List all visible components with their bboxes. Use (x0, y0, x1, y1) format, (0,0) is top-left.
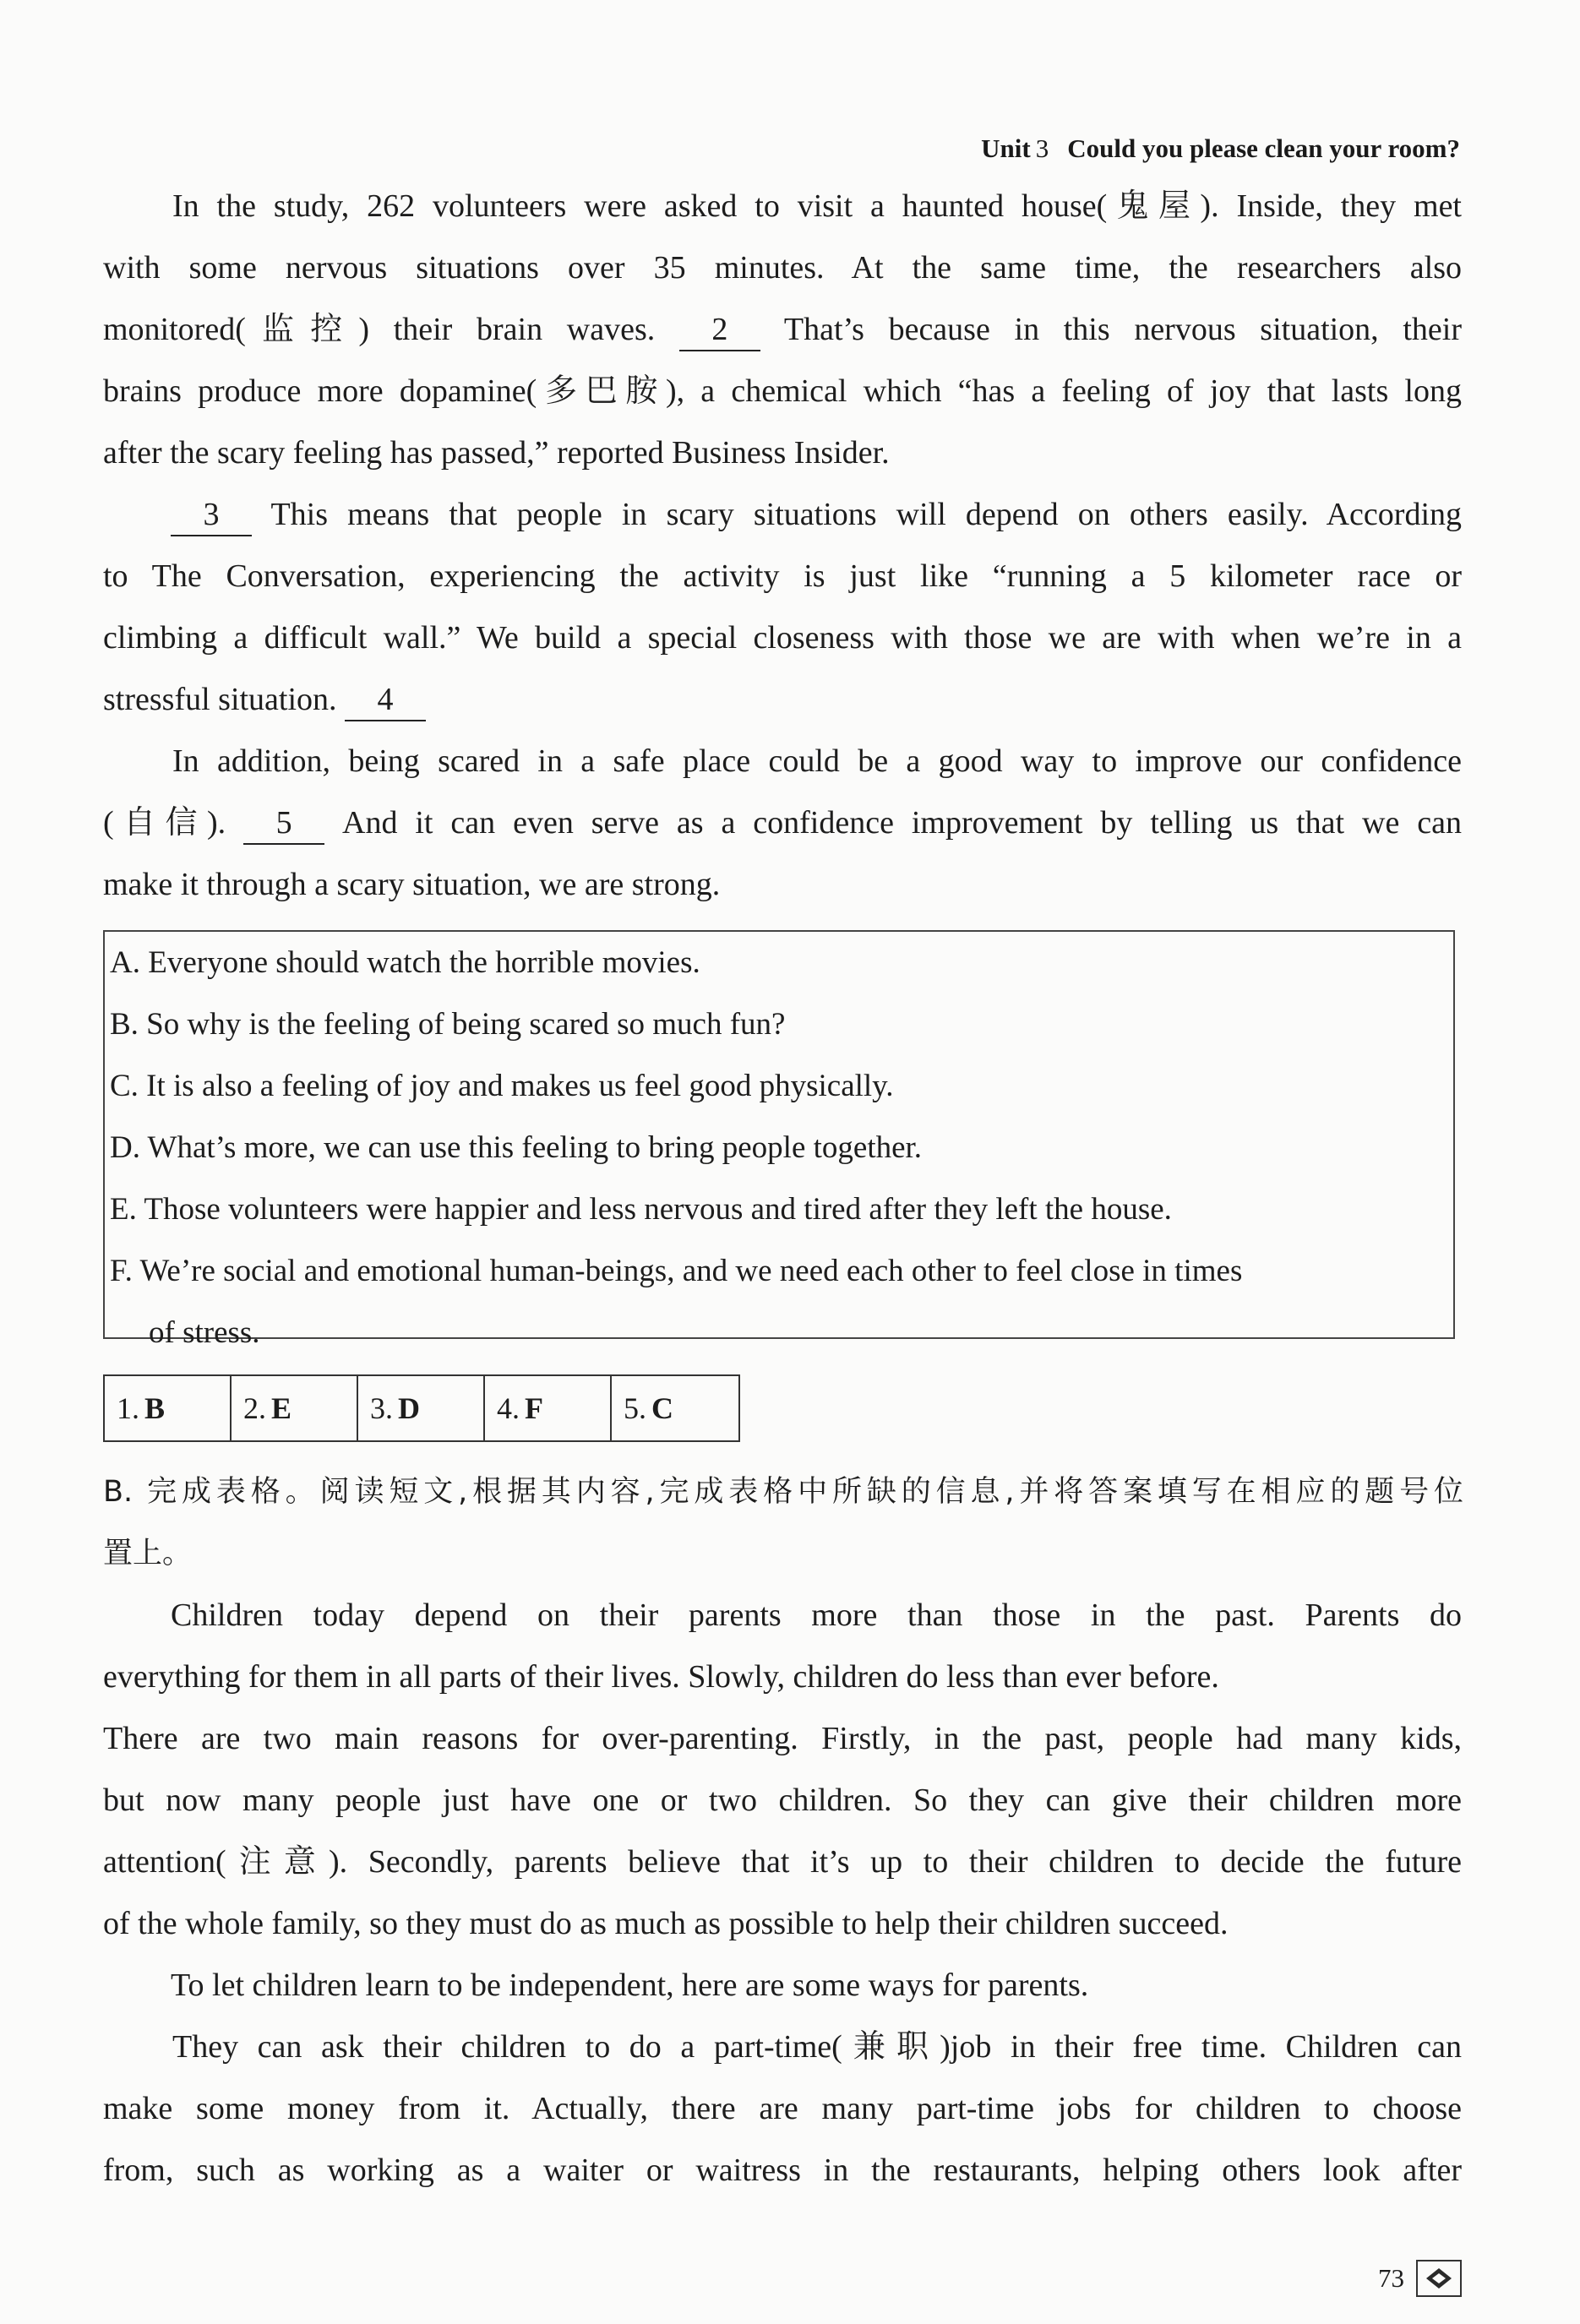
answer-blank-5[interactable]: 5 (243, 803, 324, 845)
page-number: 73 (1378, 2263, 1404, 2293)
text-line: B. 完成表格。阅读短文,根据其内容,完成表格中所缺的信息,并将答案填写在相应的题号位 (103, 1475, 1463, 1509)
option-f-continued: of stress. (149, 1315, 260, 1350)
text-line: everything for them in all parts of their lives. Slowly, children do less than ever before. (103, 1659, 1219, 1695)
text-line: In addition, being scared in a safe place could be a good way to improve our confidence (172, 743, 1462, 779)
diamond-logo-icon (1416, 2260, 1462, 2297)
passage-a-paragraph-1 (103, 176, 1462, 484)
option-a: A. Everyone should watch the horrible movies. (110, 945, 700, 980)
option-c: C. It is also a feeling of joy and makes us feel good physically. (110, 1069, 894, 1103)
text-line: with some nervous situations over 35 minutes. At the same time, the researchers also (103, 250, 1462, 286)
text-line: 3 This means that people in scary situations will depend on others easily. According (103, 484, 1462, 546)
answer-blank-2[interactable]: 2 (679, 309, 760, 351)
option-e: E. Those volunteers were happier and less nervous and tired after they left the house. (110, 1192, 1172, 1227)
unit-number: 3 (1035, 133, 1049, 163)
text-line: In the study, 262 volunteers were asked to visit a haunted house(鬼屋). Inside, they met (172, 188, 1462, 224)
option-f: F. We’re social and emotional human-beings, and we need each other to feel close in times (110, 1254, 1243, 1288)
text-line: brains produce more dopamine(多巴胺), a chemical which “has a feeling of joy that lasts long (103, 373, 1462, 409)
text-line: They can ask their children to do a part-time(兼职)job in their free time. Children can (172, 2029, 1462, 2065)
passage-b-paragraph-2 (103, 1708, 1462, 1955)
text-line: monitored(监控) their brain waves. 2 That’s because in this nervous situation, their (103, 299, 1462, 361)
text-line: after the scary feeling has passed,” reported Business Insider. (103, 435, 890, 471)
answer-cell: 3. D (358, 1376, 485, 1440)
answer-cell: 2. E (232, 1376, 358, 1440)
text-line: Children today depend on their parents more than those in the past. Parents do (171, 1597, 1462, 1633)
options-box (103, 930, 1455, 1350)
text-line: make it through a scary situation, we are strong. (103, 867, 721, 902)
passage-b-paragraph-3 (103, 1955, 1462, 2016)
unit-title: Could you please clean your room? (1067, 133, 1460, 163)
text-line: stressful situation. 4 (103, 669, 1462, 731)
answer-blank-4[interactable]: 4 (345, 679, 426, 721)
unit-label: Unit (981, 133, 1031, 163)
answer-cell: 5. C (624, 1391, 673, 1425)
page-footer (1378, 2260, 1462, 2297)
text-line: (自信). 5 And it can even serve as a confidence improvement by telling us that we can (103, 792, 1462, 854)
page-header (981, 133, 1460, 164)
text-line: of the whole family, so they must do as much as possible to help their children succeed. (103, 1906, 1229, 1941)
text-line: To let children learn to be independent, here are some ways for parents. (171, 1968, 1089, 2003)
passage-b-paragraph-1 (103, 1585, 1462, 1708)
answer-table (103, 1374, 740, 1442)
text-line: from, such as working as a waiter or waitress in the restaurants, helping others look after (103, 2153, 1462, 2188)
text-line: attention(注意). Secondly, parents believe that it’s up to their children to decide the future (103, 1844, 1462, 1880)
option-d: D. What’s more, we can use this feeling to bring people together. (110, 1130, 923, 1165)
text-line: make some money from it. Actually, there are many part-time jobs for children to choose (103, 2091, 1462, 2126)
text-line: to The Conversation, experiencing the activity is just like “running a 5 kilometer race or (103, 558, 1462, 594)
answer-cell: 4. F (485, 1376, 612, 1440)
option-b: B. So why is the feeling of being scared so much fun? (110, 1007, 786, 1042)
passage-a-paragraph-2 (103, 484, 1462, 731)
text-line: There are two main reasons for over-parenting. Firstly, in the past, people had many kids, (103, 1721, 1462, 1756)
section-b-instruction (103, 1461, 1463, 1585)
text-line: but now many people just have one or two children. So they can give their children more (103, 1782, 1462, 1818)
answer-cell: 1. B (105, 1376, 232, 1440)
passage-b-paragraph-4 (103, 2016, 1462, 2202)
passage-a-paragraph-3 (103, 731, 1462, 916)
text-line: 置上。 (103, 1537, 193, 1570)
answer-blank-3[interactable]: 3 (171, 494, 252, 536)
text-line: climbing a difficult wall.” We build a special closeness with those we are with when we’re in a (103, 620, 1462, 656)
